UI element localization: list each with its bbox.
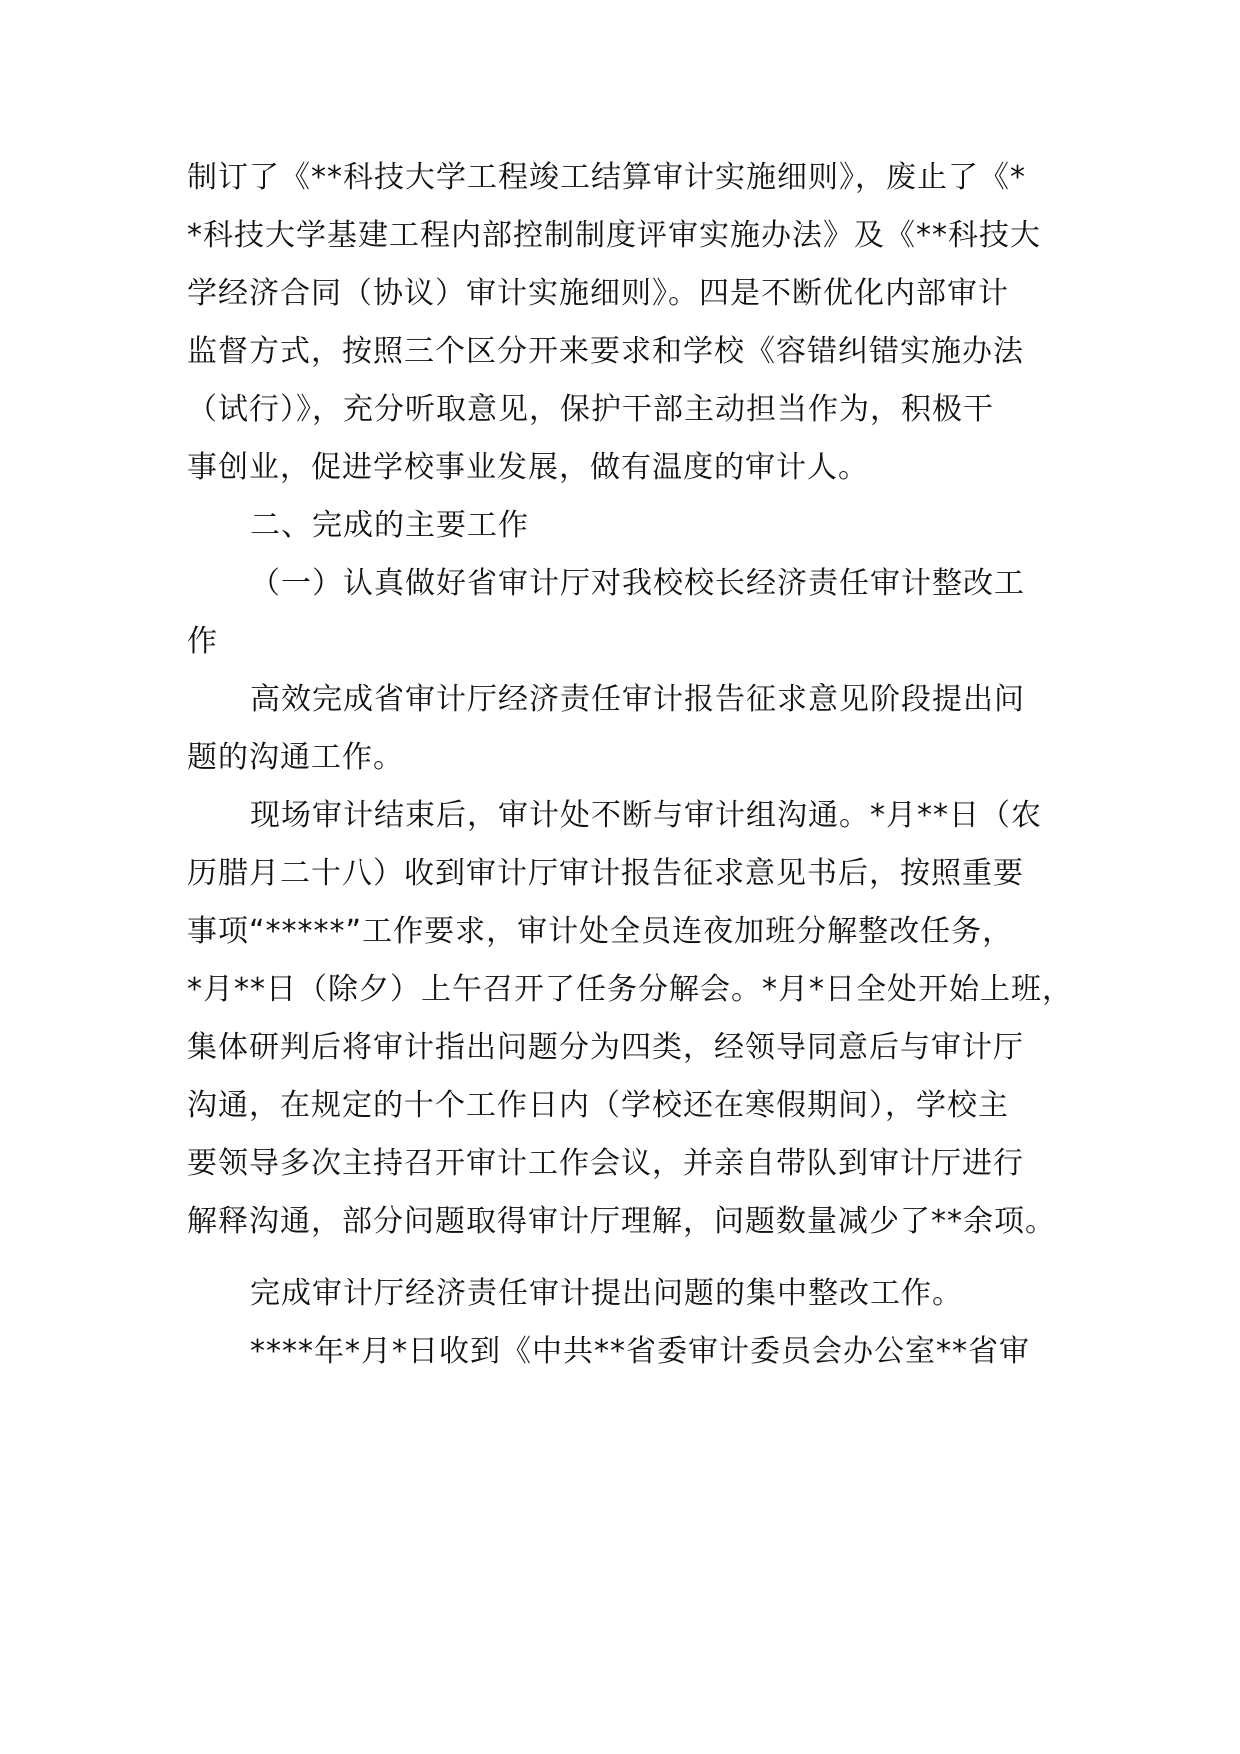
text-line: 完成审计厅经济责任审计提出问题的集中整改工作。 <box>250 1276 963 1311</box>
text-line: 要领导多次主持召开审计工作会议，并亲自带队到审计厅进行 <box>187 1146 1024 1181</box>
text-line: *月**日（除夕）上午召开了任务分解会。*月*日全处开始上班， <box>187 972 1073 1007</box>
text-line: ****年*月*日收到《中共**省委审计委员会办公室**省审 <box>250 1334 1030 1369</box>
text-line: 学经济合同（协议）审计实施细则》。四是不断优化内部审计 <box>187 276 1009 311</box>
text-line: 历腊月二十八）收到审计厅审计报告征求意见书后，按照重要 <box>187 856 1024 891</box>
text-line: 监督方式，按照三个区分开来要求和学校《容错纠错实施办法 <box>187 334 1024 369</box>
subsection-heading: （一）认真做好省审计厅对我校校长经济责任审计整改工 <box>250 566 1025 601</box>
text-line: 高效完成省审计厅经济责任审计报告征求意见阶段提出问 <box>250 682 1025 717</box>
text-line: 现场审计结束后，审计处不断与审计组沟通。*月**日（农 <box>250 798 1042 833</box>
text-line: 集体研判后将审计指出问题分为四类，经领导同意后与审计厅 <box>187 1030 1024 1065</box>
text-line: 事项“*****”工作要求，审计处全员连夜加班分解整改任务， <box>187 914 1014 949</box>
text-line: 事创业，促进学校事业发展，做有温度的审计人。 <box>187 450 869 485</box>
text-line: 解释沟通，部分问题取得审计厅理解，问题数量减少了**余项。 <box>187 1204 1056 1239</box>
text-line: *科技大学基建工程内部控制制度评审实施办法》及《**科技大 <box>187 218 1041 253</box>
text-line: 题的沟通工作。 <box>187 740 404 775</box>
text-line: （试行）》，充分听取意见，保护干部主动担当作为，积极干 <box>187 392 994 427</box>
section-heading: 二、完成的主要工作 <box>250 508 529 543</box>
text-line: 沟通，在规定的十个工作日内（学校还在寒假期间），学校主 <box>187 1088 1009 1123</box>
text-line: 制订了《**科技大学工程竣工结算审计实施细则》，废止了《* <box>187 160 1026 195</box>
subsection-heading-cont: 作 <box>187 624 218 659</box>
